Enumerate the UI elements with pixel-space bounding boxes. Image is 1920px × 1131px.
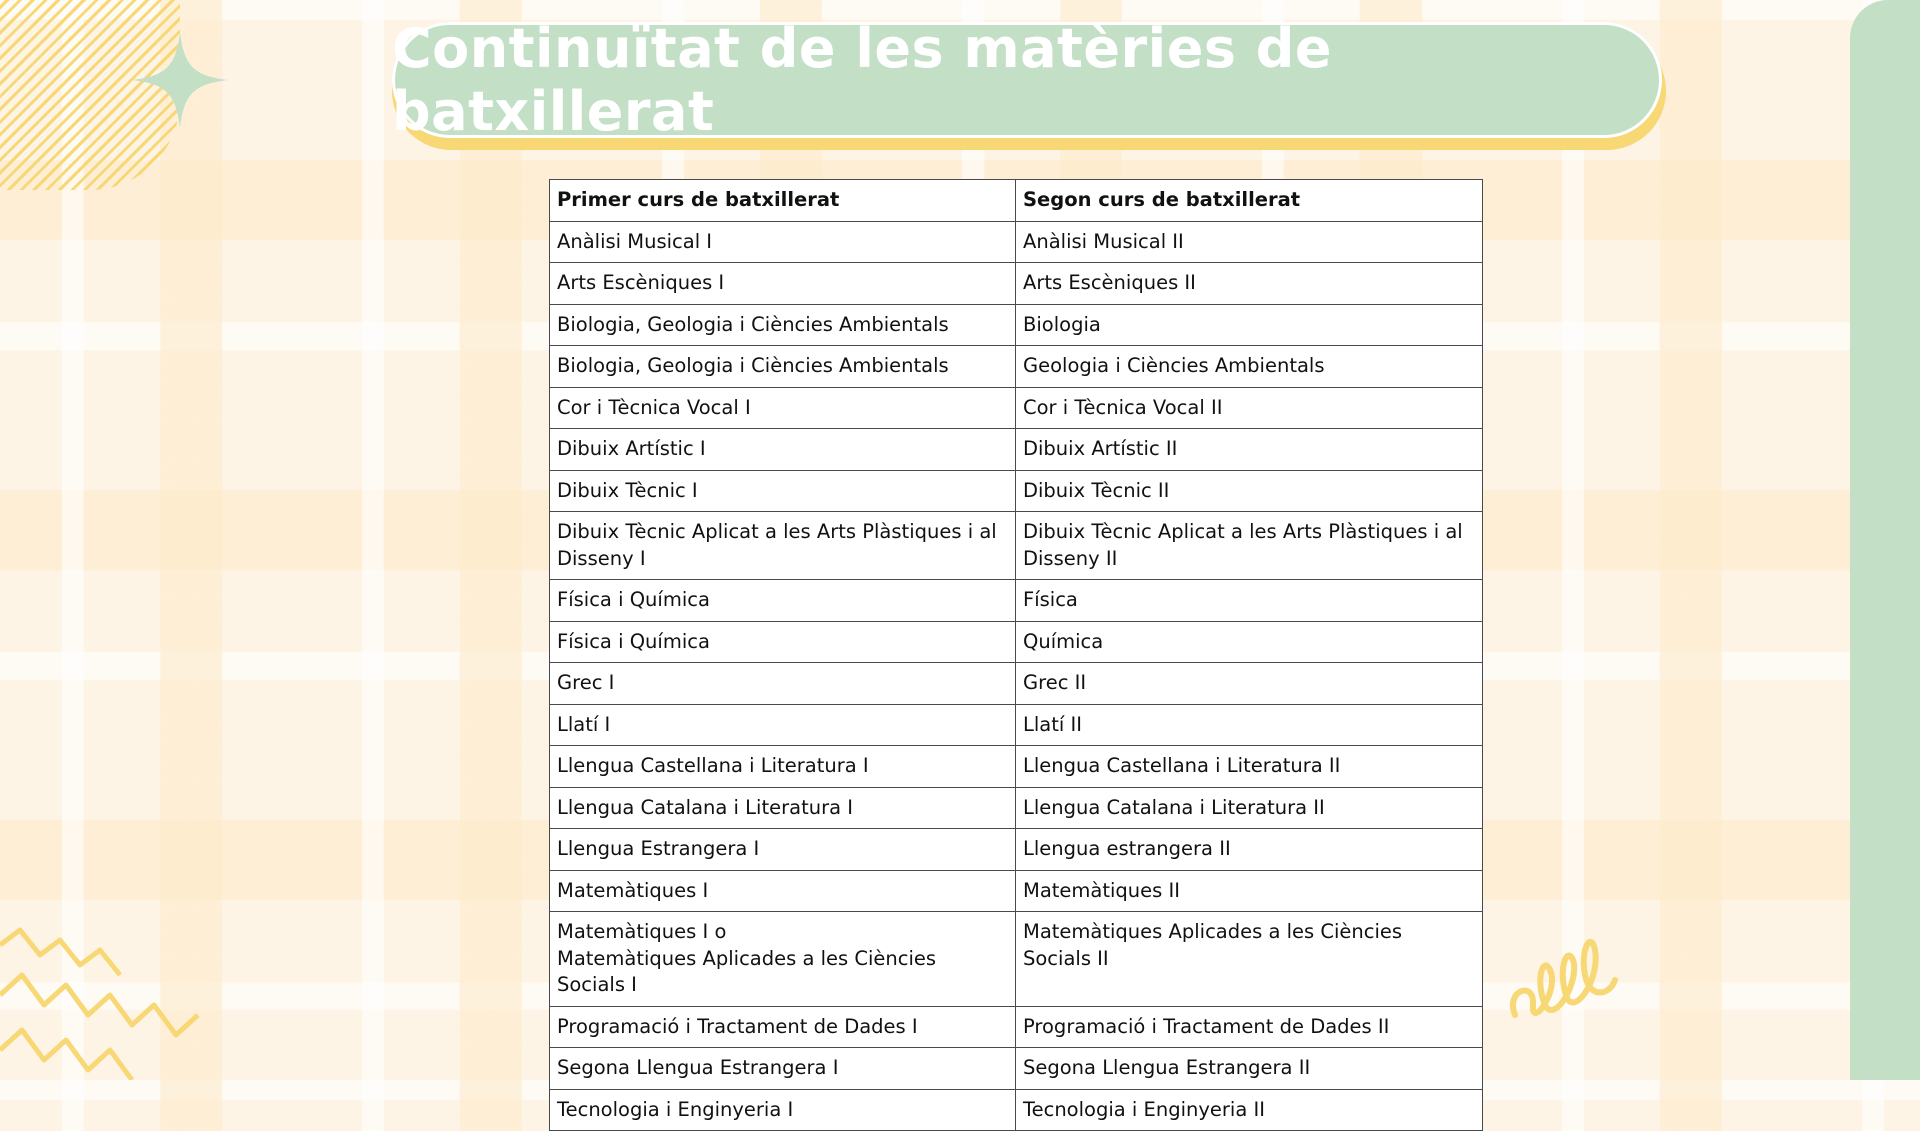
second-year-subject-cell: Geologia i Ciències Ambientals (1016, 346, 1483, 388)
second-year-subject-cell: Llatí II (1016, 704, 1483, 746)
table-row (550, 621, 1483, 663)
page-title: Continuïtat de les matèries de batxillerat (392, 17, 1333, 143)
second-year-subject-cell: Cor i Tècnica Vocal II (1016, 387, 1483, 429)
first-year-subject-cell: Biologia, Geologia i Ciències Ambientals (550, 346, 1016, 388)
second-year-subject-cell: Arts Escèniques II (1016, 263, 1483, 305)
table-row (550, 512, 1483, 580)
first-year-subject-cell: Segona Llengua Estrangera I (550, 1048, 1016, 1090)
subjects-table (549, 179, 1483, 1131)
second-year-subject-cell: Matemàtiques II (1016, 870, 1483, 912)
second-year-subject-cell: Química (1016, 621, 1483, 663)
table-row (550, 1089, 1483, 1131)
second-year-subject-cell: Tecnologia i Enginyeria II (1016, 1089, 1483, 1131)
table-row (550, 429, 1483, 471)
table-row (550, 787, 1483, 829)
first-year-subject-cell: Programació i Tractament de Dades I (550, 1006, 1016, 1048)
first-year-subject-cell: Grec I (550, 663, 1016, 705)
right-side-bar (1850, 0, 1920, 1080)
first-year-subject-cell: Llengua Estrangera I (550, 829, 1016, 871)
header-second-year: Segon curs de batxillerat (1016, 180, 1483, 222)
table-row (550, 1048, 1483, 1090)
first-year-subject-cell: Anàlisi Musical I (550, 221, 1016, 263)
second-year-subject-cell: Llengua Castellana i Literatura II (1016, 746, 1483, 788)
second-year-subject-cell: Segona Llengua Estrangera II (1016, 1048, 1483, 1090)
second-year-subject-cell: Dibuix Tècnic II (1016, 470, 1483, 512)
first-year-subject-cell: Biologia, Geologia i Ciències Ambientals (550, 304, 1016, 346)
second-year-subject-cell: Física (1016, 580, 1483, 622)
second-year-subject-cell: Programació i Tractament de Dades II (1016, 1006, 1483, 1048)
sparkle-icon (130, 30, 230, 130)
second-year-subject-cell: Matemàtiques Aplicades a les Ciències Socials II (1016, 912, 1483, 1007)
first-year-subject-cell: Matemàtiques I (550, 870, 1016, 912)
second-year-subject-cell: Dibuix Tècnic Aplicat a les Arts Plàstiques i al Disseny II (1016, 512, 1483, 580)
table-row (550, 704, 1483, 746)
first-year-subject-cell: Dibuix Tècnic I (550, 470, 1016, 512)
subjects-table-container (549, 179, 1482, 1131)
table-row (550, 263, 1483, 305)
second-year-subject-cell: Anàlisi Musical II (1016, 221, 1483, 263)
table-row (550, 870, 1483, 912)
first-year-subject-cell: Tecnologia i Enginyeria I (550, 1089, 1016, 1131)
table-row (550, 746, 1483, 788)
header-first-year: Primer curs de batxillerat (550, 180, 1016, 222)
second-year-subject-cell: Grec II (1016, 663, 1483, 705)
table-body (550, 221, 1483, 1131)
first-year-subject-cell: Cor i Tècnica Vocal I (550, 387, 1016, 429)
table-row (550, 470, 1483, 512)
first-year-subject-cell: Llatí I (550, 704, 1016, 746)
table-row (550, 829, 1483, 871)
second-year-subject-cell: Biologia (1016, 304, 1483, 346)
first-year-subject-cell: Física i Química (550, 621, 1016, 663)
second-year-subject-cell: Dibuix Artístic II (1016, 429, 1483, 471)
first-year-subject-cell: Arts Escèniques I (550, 263, 1016, 305)
table-row (550, 580, 1483, 622)
table-row (550, 1006, 1483, 1048)
table-row (550, 387, 1483, 429)
table-row (550, 663, 1483, 705)
squiggle-decoration (1505, 920, 1620, 1030)
second-year-subject-cell: Llengua Catalana i Literatura II (1016, 787, 1483, 829)
zigzag-decoration (0, 920, 215, 1080)
first-year-subject-cell: Física i Química (550, 580, 1016, 622)
table-header-row (550, 180, 1483, 222)
table-row (550, 346, 1483, 388)
first-year-subject-cell: Llengua Catalana i Literatura I (550, 787, 1016, 829)
second-year-subject-cell: Llengua estrangera II (1016, 829, 1483, 871)
first-year-subject-cell: Matemàtiques I o Matemàtiques Aplicades a les Ciències Socials I (550, 912, 1016, 1007)
first-year-subject-cell: Llengua Castellana i Literatura I (550, 746, 1016, 788)
first-year-subject-cell: Dibuix Artístic I (550, 429, 1016, 471)
first-year-subject-cell: Dibuix Tècnic Aplicat a les Arts Plàstiques i al Disseny I (550, 512, 1016, 580)
table-row (550, 304, 1483, 346)
title-bar (392, 17, 1662, 143)
table-row (550, 912, 1483, 1007)
table-row (550, 221, 1483, 263)
